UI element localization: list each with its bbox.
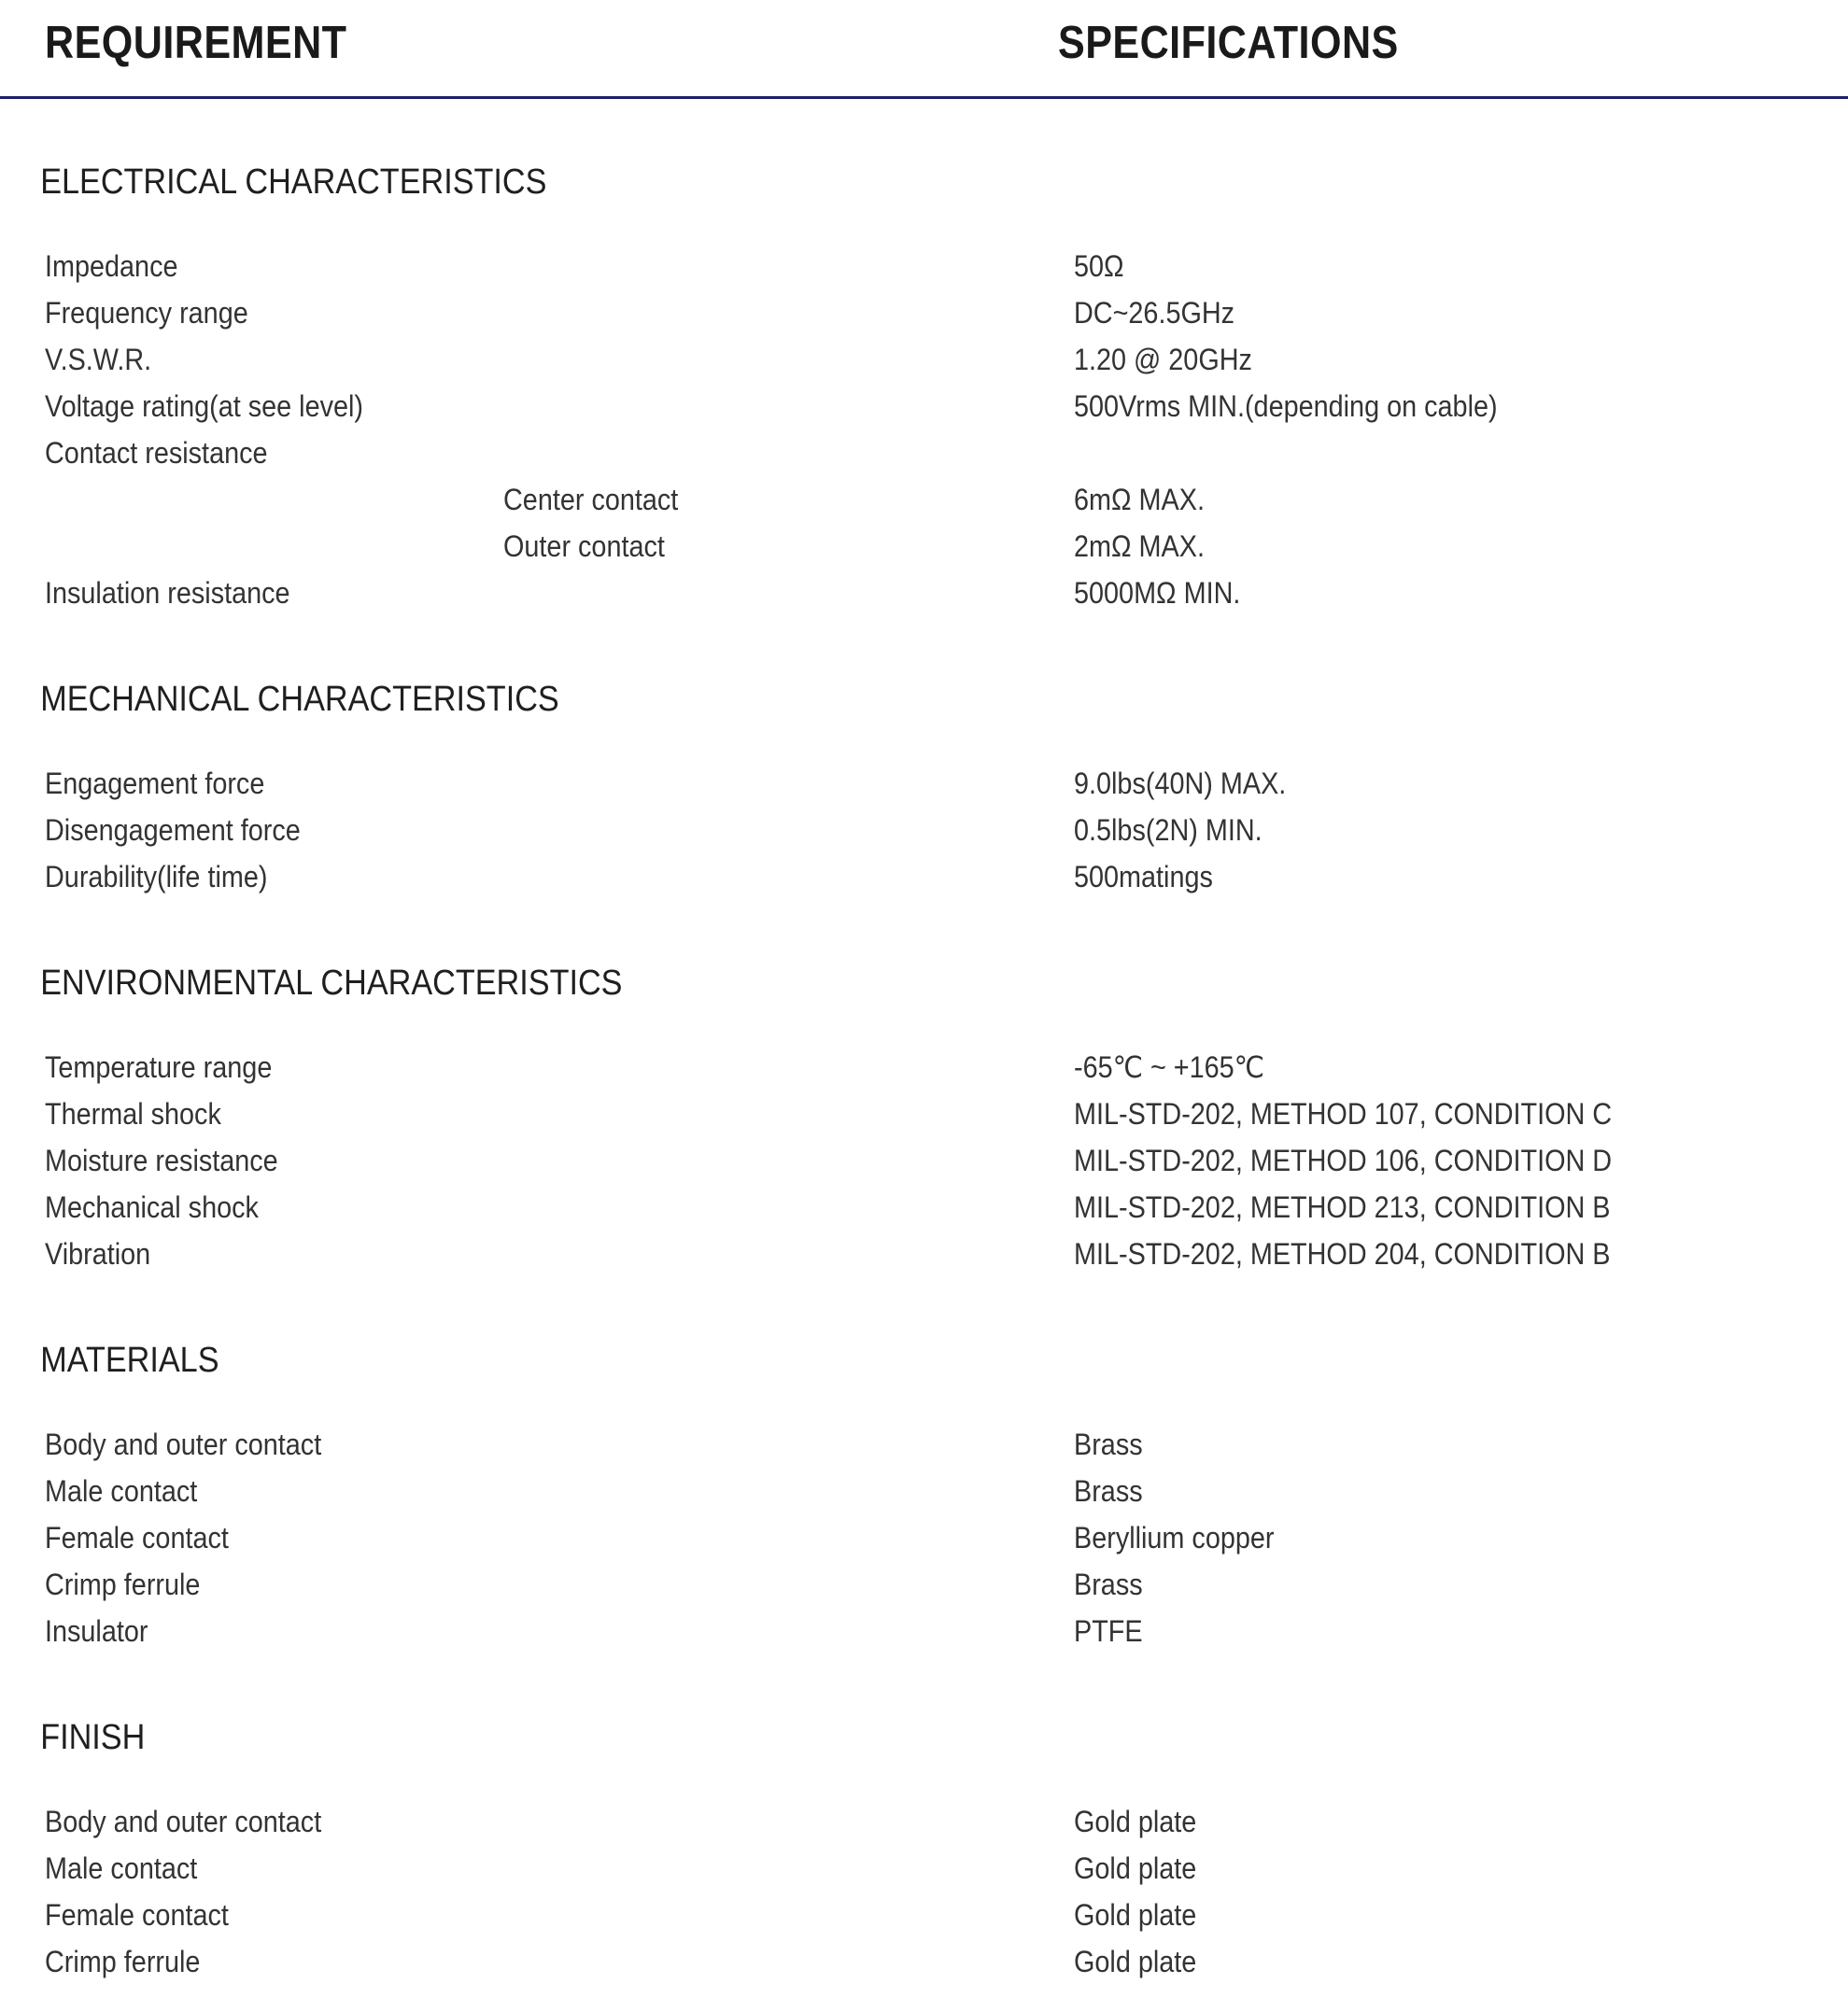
section-materials [0, 1337, 1848, 1654]
spec-row-frequency-range [0, 289, 1848, 336]
requirement-sublabel: Center contact [503, 483, 679, 516]
spec-rows [0, 760, 1848, 900]
specification-value: Beryllium copper [1074, 1521, 1275, 1555]
spec-table-header [0, 0, 1848, 99]
requirement-label: Engagement force [45, 767, 265, 800]
requirement-label: Durability(life time) [45, 860, 268, 893]
requirement-label: Insulation resistance [45, 576, 290, 610]
requirement-label: Impedance [45, 249, 178, 283]
requirement-label: Female contact [45, 1521, 229, 1555]
spec-row-crimp-ferrule-finish [0, 1938, 1848, 1985]
spec-row-temperature-range [0, 1044, 1848, 1090]
spec-row-insulation-resistance [0, 570, 1848, 616]
requirement-label: Crimp ferrule [45, 1945, 201, 1978]
spec-rows [0, 1044, 1848, 1277]
spec-row-thermal-shock [0, 1090, 1848, 1137]
specification-value: 500matings [1074, 860, 1213, 893]
requirement-label: Mechanical shock [45, 1190, 259, 1224]
section-title: FINISH [40, 1718, 146, 1757]
spec-row-outer-contact [0, 523, 1848, 570]
requirement-label: Male contact [45, 1474, 198, 1508]
spec-row-insulator-material [0, 1608, 1848, 1654]
specification-value: Brass [1074, 1474, 1143, 1508]
section-title: ENVIRONMENTAL CHARACTERISTICS [40, 964, 623, 1003]
specification-value: Gold plate [1074, 1898, 1197, 1932]
spec-table-body [0, 99, 1848, 1985]
section-mechanical-characteristics [0, 676, 1848, 900]
spec-row-moisture-resistance [0, 1137, 1848, 1184]
requirement-sublabel: Outer contact [503, 529, 665, 563]
specification-value: MIL-STD-202, METHOD 107, CONDITION C [1074, 1097, 1613, 1131]
spec-row-female-contact-material [0, 1514, 1848, 1561]
section-finish [0, 1714, 1848, 1985]
spec-row-vibration [0, 1231, 1848, 1277]
specification-value: 5000MΩ MIN. [1074, 576, 1241, 610]
specification-value: PTFE [1074, 1614, 1143, 1648]
spec-rows [0, 1421, 1848, 1654]
specification-value: MIL-STD-202, METHOD 213, CONDITION B [1074, 1190, 1611, 1224]
spec-row-center-contact [0, 476, 1848, 523]
requirement-label: Female contact [45, 1898, 229, 1932]
spec-rows [0, 243, 1848, 616]
specification-value: MIL-STD-202, METHOD 204, CONDITION B [1074, 1237, 1611, 1271]
specification-value: 6mΩ MAX. [1074, 483, 1205, 516]
requirement-label: Body and outer contact [45, 1805, 322, 1838]
specification-value: 0.5lbs(2N) MIN. [1074, 813, 1263, 847]
specification-value: Gold plate [1074, 1851, 1197, 1885]
requirement-label: Body and outer contact [45, 1428, 322, 1461]
specification-value: Brass [1074, 1568, 1143, 1601]
specification-value: DC~26.5GHz [1074, 296, 1235, 330]
specification-value: 50Ω [1074, 249, 1124, 283]
spec-row-mechanical-shock [0, 1184, 1848, 1231]
requirement-label: Frequency range [45, 296, 248, 330]
specification-value: Gold plate [1074, 1805, 1197, 1838]
specification-value: Gold plate [1074, 1945, 1197, 1978]
section-title: MATERIALS [40, 1341, 219, 1380]
requirement-label: V.S.W.R. [45, 343, 152, 376]
requirement-label: Insulator [45, 1614, 148, 1648]
requirement-label: Voltage rating(at see level) [45, 389, 364, 423]
section-electrical-characteristics [0, 159, 1848, 616]
specification-value: -65℃ ~ +165℃ [1074, 1050, 1265, 1084]
requirement-label: Moisture resistance [45, 1144, 278, 1177]
requirement-column-heading: REQUIREMENT [45, 18, 347, 68]
specifications-column-heading: SPECIFICATIONS [1058, 18, 1399, 68]
spec-rows [0, 1798, 1848, 1985]
requirement-label: Crimp ferrule [45, 1568, 201, 1601]
spec-row-engagement-force [0, 760, 1848, 807]
requirement-label: Temperature range [45, 1050, 273, 1084]
spec-row-female-contact-finish [0, 1892, 1848, 1938]
spec-row-voltage-rating [0, 383, 1848, 429]
section-title: MECHANICAL CHARACTERISTICS [40, 680, 559, 719]
section-environmental-characteristics [0, 960, 1848, 1277]
specification-value: 2mΩ MAX. [1074, 529, 1205, 563]
spec-row-male-contact-material [0, 1468, 1848, 1514]
spec-row-durability [0, 853, 1848, 900]
spec-row-impedance [0, 243, 1848, 289]
requirement-label: Contact resistance [45, 436, 268, 470]
spec-row-crimp-ferrule-material [0, 1561, 1848, 1608]
requirement-label: Disengagement force [45, 813, 301, 847]
spec-row-disengagement-force [0, 807, 1848, 853]
spec-row-body-outer-contact-finish [0, 1798, 1848, 1845]
spec-row-body-outer-contact-material [0, 1421, 1848, 1468]
spec-row-contact-resistance [0, 429, 1848, 476]
spec-row-male-contact-finish [0, 1845, 1848, 1892]
specification-value: 1.20 @ 20GHz [1074, 343, 1252, 376]
specification-value: 9.0lbs(40N) MAX. [1074, 767, 1287, 800]
specification-value: 500Vrms MIN.(depending on cable) [1074, 389, 1498, 423]
specification-value: MIL-STD-202, METHOD 106, CONDITION D [1074, 1144, 1613, 1177]
spec-row-vswr [0, 336, 1848, 383]
section-title: ELECTRICAL CHARACTERISTICS [40, 162, 547, 202]
requirement-label: Male contact [45, 1851, 198, 1885]
specification-value: Brass [1074, 1428, 1143, 1461]
requirement-label: Thermal shock [45, 1097, 221, 1131]
requirement-label: Vibration [45, 1237, 151, 1271]
